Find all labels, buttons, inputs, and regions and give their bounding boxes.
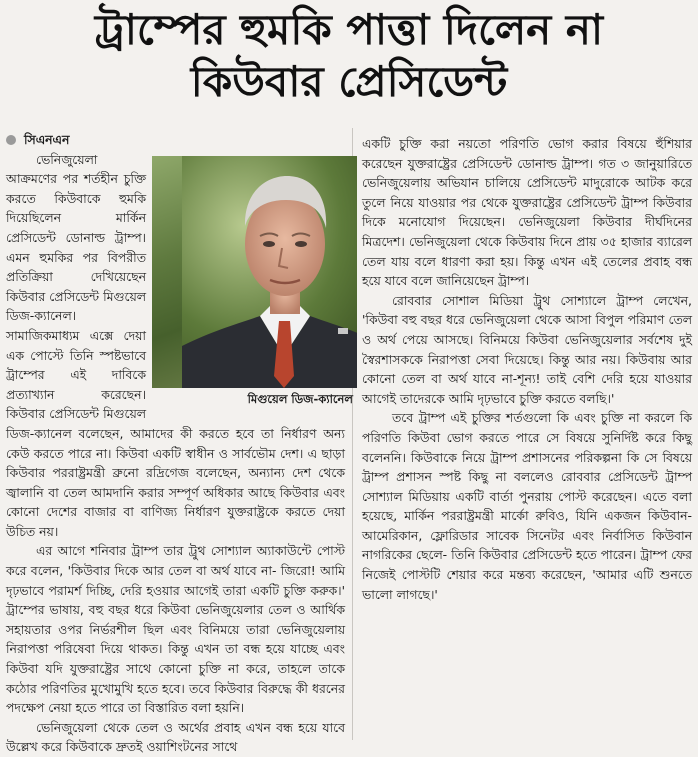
byline-source: সিএনএন (24, 132, 70, 147)
article-paragraph (6, 150, 353, 542)
photo-caption: মিগুয়েল ডিজ-ক্যানেল (247, 391, 353, 406)
bullet-icon (6, 135, 16, 145)
byline (6, 130, 345, 150)
photo-figure (152, 156, 357, 407)
left-column (6, 130, 353, 757)
article-paragraph: ভেনিজুয়েলা থেকে তেল ও অর্থের প্রবাহ এখন বন্ধ হয়ে যাবে উল্লেখ করে কিউবাকে দ্রুতই ওয়াশিংটনের সাথে (6, 719, 345, 755)
article-paragraph: রোববার সোশাল মিডিয়া ট্রুথ সোশ্যালে ট্রাম্প লেখেন, 'কিউবা বহু বছর ধরে ভেনিজুয়েলা থেকে আসা বিপুল পরিমাণ তেল ও অর্থ পেয়ে আসছে। বিনিময়ে কিউবা ভেনিজুয়েলার সর্বশেষ দুই স্বৈরশাসককে নিরাপত্তা সেবা দিয়েছে। কিন্তু আর নয়। কিউবায় আর কোনো তেল বা অর্থ যাবে না-শূন্য! তাই বেশি দেরি হয়ে যাওয়ার আগেই তাদেরকে আমি দৃঢ়ভাবে চুক্তি করতে বলছি।' (362, 292, 692, 406)
headline-line-2: কিউবার প্রেসিডেন্ট (190, 57, 508, 106)
article-paragraph: এর আগে শনিবার ট্রাম্প তার ট্রুথ সোশ্যাল অ্যাকাউন্টে পোস্ট করে বলেন, 'কিউবার দিকে আর তেল বা অর্থ যাবে না- জিরো! আমি দৃঢ়ভাবে পরামর্শ দিচ্ছি, দেরি হওয়ার আগেই তারা একটি চুক্তি করুক।' ট্রাম্পের ভাষায়, বহু বছর ধরে কিউবা ভেনিজুয়েলার তেল ও আর্থিক সহায়তার ওপর নির্ভরশীল ছিল এবং বিনিময়ে তারা ভেনিজুয়েলায় নিরাপত্তা পরিষেবা দিয়ে থাকত। কিন্তু এখন তা বন্ধ হয়ে যাচ্ছে এবং কিউবা যদি যুক্তরাষ্ট্রের সাথে কোনো চুক্তি না করে, তাহলে তাকে কঠোর পরিণতির মুখোমুখি হতে হবে। তবে কিউবার বিরুদ্ধে কী ধরনের পদক্ষেপ নেয়া হতে পারে তা বিস্তারিত বলা হয়নি। (6, 543, 345, 716)
article-paragraph: একটি চুক্তি করা নয়তো পরিণতি ভোগ করার বিষয়ে হুঁশিয়ার করেছেন যুক্তরাষ্ট্রের প্রেসিডেন্ট ডোনাল্ড ট্রাম্প। গত ৩ জানুয়ারিতে ভেনিজুয়েলায় অভিযান চালিয়ে প্রেসিডেন্ট মাদুরোকে আটক করে তুলে নিয়ে যাওয়ার পর থেকে যুক্তরাষ্ট্রের প্রেসিডেন্ট ট্রাম্প কিউবার দিকে মনোযোগ দিয়েছেন। ভেনিজুয়েলা কিউবার দীর্ঘদিনের মিত্রদেশ। ভেনিজুয়েলা থেকে কিউবায় দিনে প্রায় ৩৫ হাজার ব্যারেল তেল যায় বলে ধারণা করা হয়। কিন্তু এখন এই তেলের প্রবাহ বন্ধ হয়ে যাবে বলে জানিয়েছেন ট্রাম্প। (362, 136, 692, 289)
headline-line-1: ট্রাম্পের হুমকি পাত্তা দিলেন না (94, 5, 604, 54)
president-photo (152, 156, 357, 388)
right-column (362, 134, 692, 604)
article-paragraph: তবে ট্রাম্প এই চুক্তির শর্তগুলো কি এবং চুক্তি না করলে কি পরিণতি কিউবা ভোগ করতে পারে সে বিষয়ে সুনির্দিষ্ট করে কিছু বলেননি। কিউবাকে নিয়ে ট্রাম্প প্রশাসনের পরিকল্পনা কি সে বিষয়ে ট্রাম্প প্রশাসন স্পষ্ট কিছু না বললেও রোববার প্রেসিডেন্ট ট্রাম্প সোশ্যাল মিডিয়ায় একটি বার্তা পুনরায় পোস্ট করেছেন। এতে বলা হয়েছে, মার্কিন পররাষ্ট্রমন্ত্রী মার্কো রুবিও, যিনি একজন কিউবান-আমেরিকান, ফ্লোরিডার সাবেক সিনেটর এবং নির্বাসিত কিউবান নাগরিকের ছেলে- তিনি কিউবার প্রেসিডেন্ট হতে পারেন। ট্রাম্প ফের নিজেই পোস্টটি শেয়ার করে মন্তব্য করেছেন, 'আমার এটি শুনতে ভালো লাগছে।' (362, 410, 692, 602)
portrait-image (182, 156, 357, 388)
paragraph-text: ভেনিজুয়েলা আক্রমণের পর শর্তহীন চুক্তি করতে কিউবাকে হুমকি দিয়েছিলেন মার্কিন প্রেসিডেন্ট ডোনাল্ড ট্রাম্প। এমন হুমকির পর বিপরীত প্রতিক্রিয়া দেখিয়েছেন কিউবার প্রেসিডেন্ট মিগুয়েল ডিজ-ক্যানেল। সামাজিকমাধ্যম এক্সে দেয়া এক পোস্টে তিনি স্পষ্টভাবে ট্রাম্পের এই দাবিকে প্রত্যাখ্যান করেছেন। কিউবার প্রেসিডেন্ট মিগুয়েল ডিজ-ক্যানেল বলেছেন, আমাদের কী করতে হবে তা নির্ধারণ অন্য কেউ করতে পারে না। কিউবা একটি স্বাধীন ও সার্বভৌম দেশ। এ ছাড়া কিউবার পররাষ্ট্রমন্ত্রী ব্রুনো রদ্রিগেজ বলেছেন, অন্যান্য দেশ থেকে জ্বালানি বা তেল আমদানি করার সম্পূর্ণ অধিকার আছে কিউবার এবং কোনো দেশের বাজার বা বাণিজ্য নির্ধারণ যুক্তরাষ্ট্রকে করতে দেয়া উচিত নয়। (6, 151, 345, 539)
article-headline (0, 4, 698, 108)
